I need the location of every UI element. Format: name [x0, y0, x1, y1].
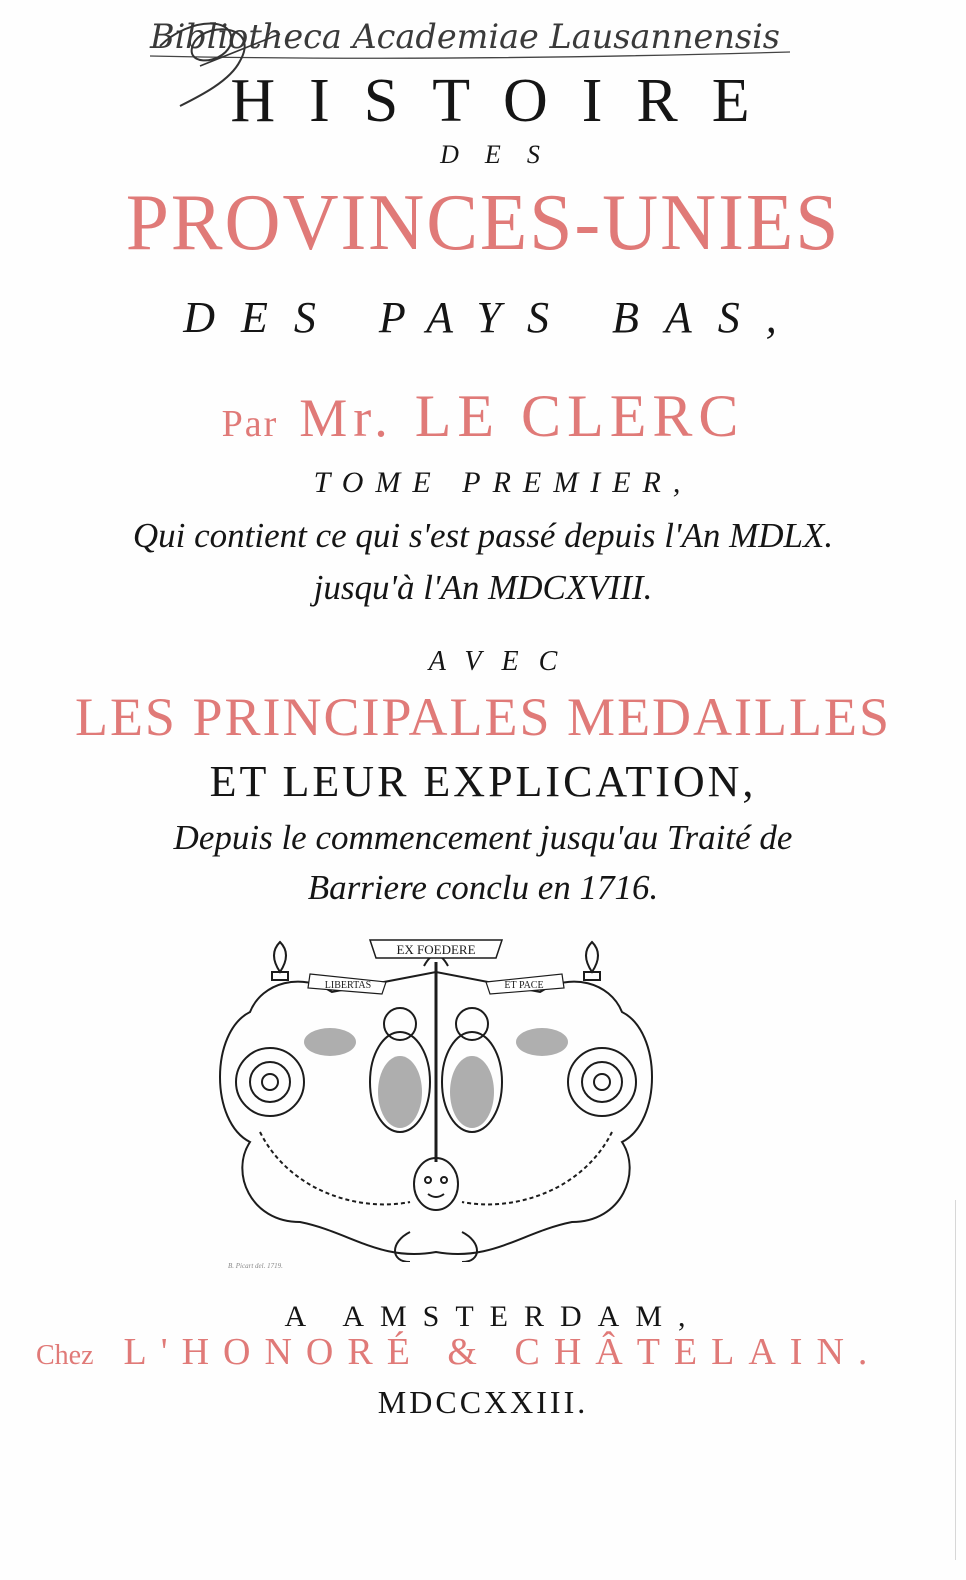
imprint-year: MDCCXXIII. — [377, 1384, 589, 1420]
banner-left-text: LIBERTAS — [324, 980, 372, 991]
signature-text: Bibliotheca Academiae Lausannensis — [149, 17, 780, 57]
contents-line-1: Qui contient ce qui s'est passé depuis l'An MDLX. — [132, 516, 834, 555]
contents-line-2: jusqu'à l'An MDCXVIII. — [313, 568, 653, 607]
library-signature — [140, 6, 800, 66]
avec: AVEC — [428, 646, 578, 677]
engraver-credit: B. Picart del. 1719. — [228, 1262, 283, 1270]
imprint-chez: Chez — [36, 1340, 94, 1371]
depuis-line-1: Depuis le commencement jusqu'au Traité de — [173, 818, 793, 857]
imprint-publisher-line — [36, 1330, 936, 1374]
banner-top-text: EX FOEDERE — [396, 942, 476, 957]
tome-premier: TOME PREMIER, — [313, 466, 693, 499]
banner-right-text: ET PACE — [504, 980, 544, 991]
imprint-publisher: L'HONORÉ & CHÂTELAIN. — [123, 1331, 882, 1373]
title-provinces-unies: PROVINCES-UNIES — [125, 179, 841, 267]
author-par: Par — [221, 403, 279, 445]
imprint-place: A AMSTERDAM, — [284, 1300, 702, 1333]
author-name: LE CLERC — [414, 383, 745, 449]
engraved-vignette — [210, 932, 662, 1262]
author-mr: Mr. — [299, 388, 394, 448]
scan-edge-line — [955, 1200, 956, 1560]
leur-explication: ET LEUR EXPLICATION, — [209, 757, 757, 806]
title-des-pays-bas: DES PAYS BAS, — [183, 293, 803, 342]
title-histoire: HISTOIRE — [230, 67, 784, 135]
principales-medailles: LES PRINCIPALES MEDAILLES — [74, 687, 892, 747]
depuis-line-2: Barriere conclu en 1716. — [307, 868, 659, 907]
title-des: DES — [440, 140, 566, 169]
author-line — [0, 382, 966, 451]
